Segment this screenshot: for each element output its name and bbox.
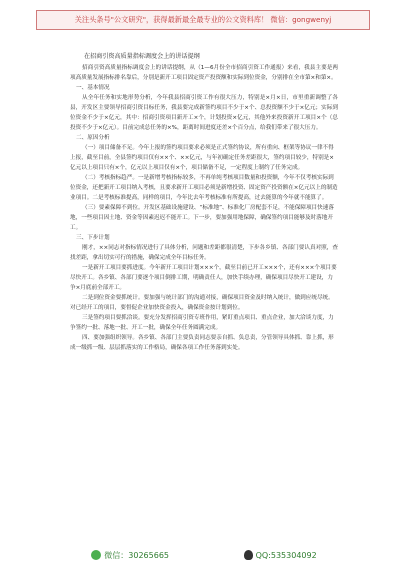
section-heading-3: 三、下步计划 (76, 235, 110, 241)
reason-item-1: （一）项目储备不足。今年上报的签约项目要求必须是正式签约协议，所有重向、框架等协议一律不得上报，截至目前，全县签约项目仅有××个、××亿元，与年初确定任务差距很大，签约项目较少，特别是×亿元以上项目只有×个，亿元以上项目仅有×个，项目储备不足，一定程度上制约了任务完成。 (70, 145, 334, 171)
section-heading-2: 二、原因分析 (76, 135, 110, 141)
qq-icon (244, 550, 253, 560)
next-step-paragraph: 刚才，××同志对指标情况进行了具体分析，问题和差距都很清楚，下步各乡镇、各部门要认真对照，查找差距，拿出切实可行的措施，确保完成全年目标任务。 (70, 245, 338, 261)
qq-contact[interactable] (244, 550, 317, 560)
footer-contact (54, 548, 354, 562)
wechat-icon (91, 550, 101, 560)
wechat-contact[interactable] (91, 550, 169, 561)
plan-item-4: 四、要加强组织领导。各乡镇、各部门主要负责同志要亲自抓、负总责，分管领导具体抓、靠上抓，形成一级抓一级、层层抓落实的工作格局，确保各项工作任务落到实处。 (70, 335, 334, 351)
qq-text: QQ:535304092 (255, 550, 317, 560)
plan-item-2: 二是到位资金要抓统计。要加强与统计部门的沟通对接，确保项目资金及时纳入统计，做到应统尽统。对已经开工的项目，要督促企业加快资金投入，确保资金按计划到位。 (70, 295, 334, 311)
plan-item-1: 一是新开工项目要抓进度。今年新开工项目计划×××个，截至目前已开工×××个，还有×××个项目要尽快开工。各乡镇、各部门要逐个项目倒排工期，明确责任人，加快手续办理，确保项目尽快开工建设，力争×月底前全部开工。 (70, 265, 337, 291)
wechat-text: 微信：30265665 (104, 550, 169, 560)
reason-item-3: （三）要素保障不到位。开发区基础设施建设、“标准地”、标准化厂房配套不足，不能保障项目快速落地，一些项目因土地、资金等因素迟迟不能开工。下一步，要加强用地保障，确保签约项目能够及时落地开工。 (70, 205, 334, 231)
promo-banner[interactable]: 关注头条号"公文研究"，获得最新最全最专业的公文资料库！ 微信：gongwenyj (36, 10, 370, 30)
document-content (70, 52, 338, 353)
reason-item-2: （二）考核指标趋严。一是新增考核指标较多，不再单纯考核项目数量和投资额，今年不仅考核实际到位资金，还把新开工项目纳入考核，且要求新开工项目必须是新增投资、固定资产投资额在×亿元以上的制造业项目。二是考核标准提高，同样的项目，今年比去年考核标准有所提高，过去能算的今年就不能算了。 (70, 175, 338, 201)
section-heading-1: 一、基本情况 (76, 85, 110, 91)
basic-situation-paragraph: 从全年任务和实地形势分析，今年我县招商引资工作有很大压力，特别是×月×日，市里重新调整了各县，开发区主要领导招商引资目标任务，我县要完成新签约项目不少于×个、总投资额不少于×亿元；实际到位资金不少于×亿元，其中：招商引资项目新开工×个，计划投资×亿元，其他外来投资新开工项目×个（总投资不少于×亿元）。目前完成总任务的×%，距离时间进度还差×个百分点，给我们带来了很大压力。 (70, 95, 338, 131)
plan-item-3: 三是签约项目要抓洽谈。要充分发挥招商引资专班作用，紧盯重点项目、重点企业，加大洽谈力度，力争签约一批、落地一批、开工一批，确保全年任务圆满完成。 (70, 315, 334, 331)
intro-paragraph: 招商引资高质量指标调度会上的讲话提纲，从（1—6月份全市招商引资工作通报）来看，我县主要是两项高质量发展指标排名靠后，分别是新开工项目固定资产投资额和实际到位资金，分别排在全市第×和第×。 (70, 65, 338, 81)
document-title: 在招商引资高质量指标调度会上的讲话提纲 (84, 53, 200, 60)
